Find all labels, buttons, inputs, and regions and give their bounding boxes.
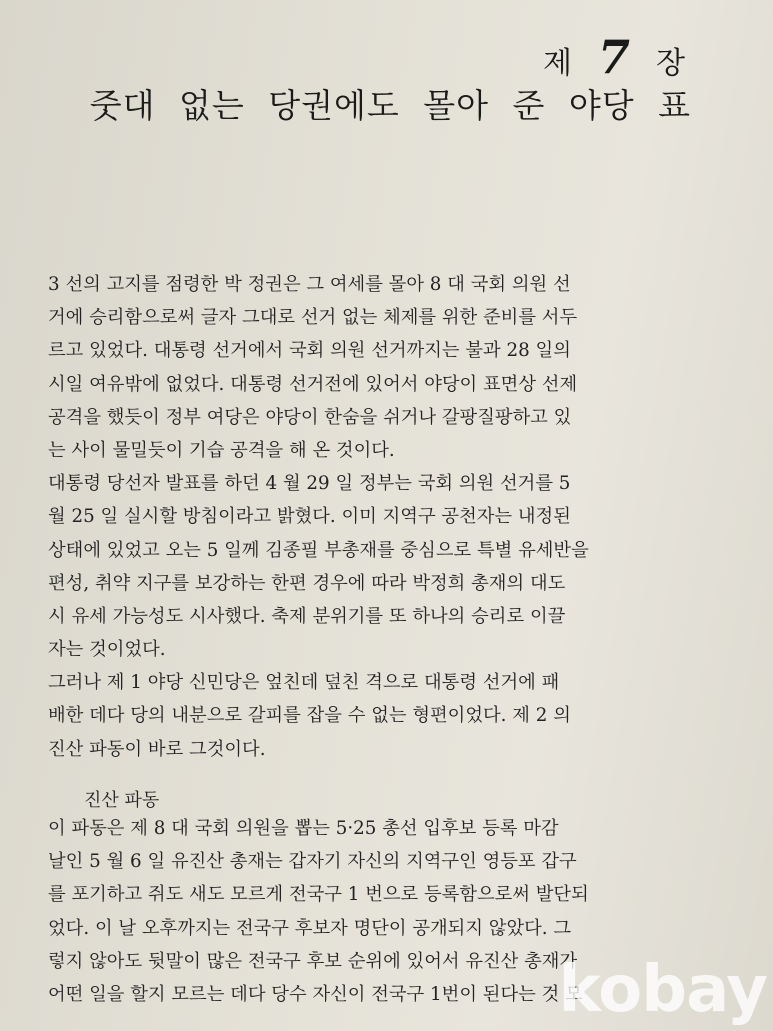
text-line: 공격을 했듯이 정부 여당은 야당이 한숨을 쉬거나 갈팡질팡하고 있 bbox=[48, 406, 572, 428]
text-line: 배한 데다 당의 내분으로 갈피를 잡을 수 없는 형편이었다. 제 2 의 bbox=[48, 705, 571, 727]
text-line: 월 25 일 실시할 방침이라고 밝혔다. 이미 지역구 공천자는 내정된 bbox=[48, 506, 571, 528]
text-line: 대통령 당선자 발표를 하던 4 월 29 일 정부는 국회 의원 선거를 5 bbox=[48, 473, 571, 495]
text-line: 렇지 않아도 뒷말이 많은 전국구 후보 순위에 있어서 유진산 총재가 bbox=[48, 950, 578, 972]
text-line: 이 파동은 제 8 대 국회 의원을 뽑는 5·25 총선 입후보 등록 마감 bbox=[48, 818, 559, 839]
chapter-label bbox=[543, 30, 687, 84]
text-line: 시일 여유밖에 없었다. 대통령 선거전에 있어서 야당이 표면상 선제 bbox=[48, 373, 578, 395]
body-text bbox=[48, 268, 698, 766]
text-line: 3 선의 고지를 점령한 박 정권은 그 여세를 몰아 8 대 국회 의원 선 bbox=[48, 274, 571, 295]
text-line: 진산 파동이 바로 그것이다. bbox=[48, 738, 266, 760]
watermark: kobay bbox=[558, 953, 767, 1027]
chapter-prefix: 제 bbox=[543, 46, 574, 81]
text-line: 는 사이 물밀듯이 기습 공격을 해 온 것이다. bbox=[48, 439, 395, 461]
chapter-title: 줏대 없는 당권에도 몰아 준 야당 표 bbox=[89, 86, 691, 125]
text-line: 날인 5 월 6 일 유진산 총재는 갑자기 자신의 지역구인 영등포 갑구 bbox=[48, 851, 577, 873]
text-line: 었다. 이 날 오후까지는 전국구 후보자 명단이 공개되지 않았다. 그 bbox=[48, 917, 572, 939]
text-line: 어떤 일을 할지 모르는 데다 당수 자신이 전국구 1번이 된다는 것 모 bbox=[48, 983, 583, 1005]
text-line: 상태에 있었고 오는 5 일께 김종필 부총재를 중심으로 특별 유세반을 bbox=[48, 539, 589, 561]
text-line: 그러나 제 1 야당 신민당은 엎친데 덮친 격으로 대통령 선거에 패 bbox=[48, 672, 560, 694]
text-line: 편성, 취약 지구를 보강하는 한편 경우에 따라 박정희 총재의 대도 bbox=[48, 572, 566, 594]
text-line: 르고 있었다. 대통령 선거에서 국회 의원 선거까지는 불과 28 일의 bbox=[48, 340, 571, 362]
chapter-number: 7 bbox=[598, 30, 633, 84]
text-line: 를 포기하고 쥐도 새도 모르게 전국구 1 번으로 등록함으로써 발단되 bbox=[48, 884, 589, 906]
chapter-suffix: 장 bbox=[656, 46, 687, 81]
text-line: 거에 승리함으로써 글자 그대로 선거 없는 체제를 위한 준비를 서두 bbox=[48, 307, 578, 329]
section-heading: 진산 파동 bbox=[84, 790, 160, 811]
text-line: 자는 것이었다. bbox=[48, 639, 166, 661]
text-line: 시 유세 가능성도 시사했다. 축제 분위기를 또 하나의 승리로 이끌 bbox=[48, 605, 566, 627]
